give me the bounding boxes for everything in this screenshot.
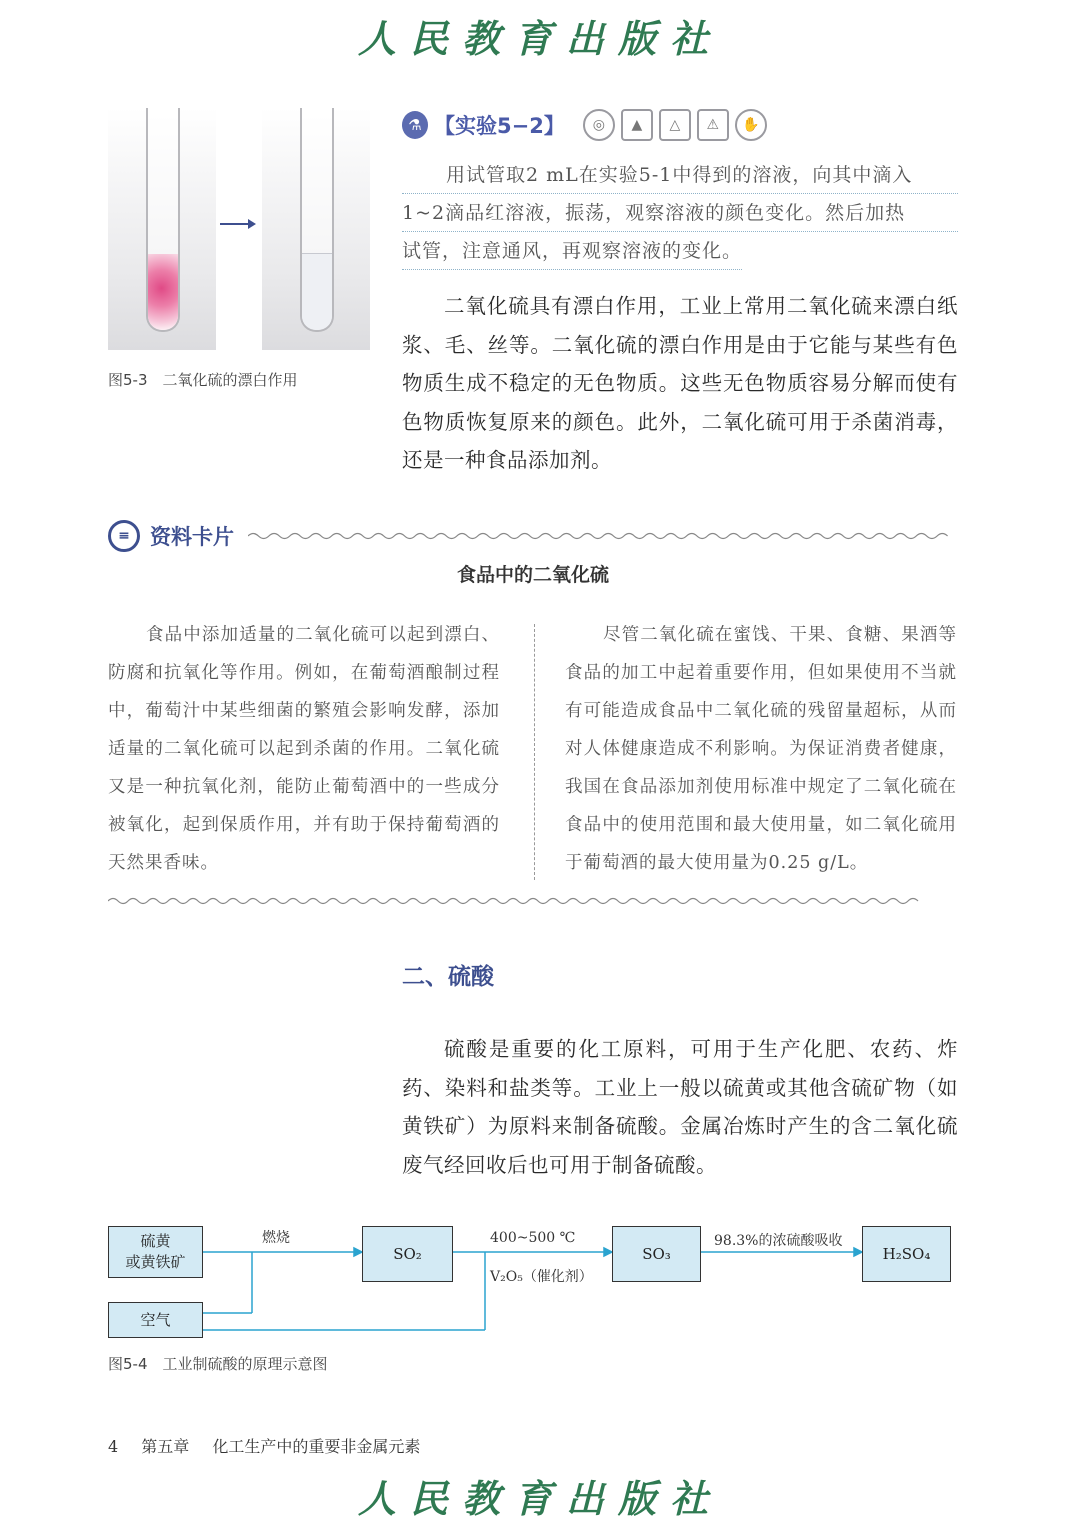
wash-hands-icon: ✋	[735, 109, 767, 141]
arrow-right-icon	[220, 214, 256, 234]
document-icon: ≡	[108, 520, 140, 552]
chapter-title: 化工生产中的重要非金属元素	[212, 1437, 421, 1456]
raw-material-line: 或黄铁矿	[125, 1253, 186, 1271]
heat-warning-icon: ▲	[621, 109, 653, 141]
paragraph-sulfuric-acid: 硫酸是重要的化工原料，可用于生产化肥、农药、炸药、染料和盐类等。工业上一般以硫黄或其他含硫矿物（如黄铁矿）为原料来制备硫酸。金属冶炼时产生的含二氧化硫废气经回收后也可用于制备硫酸。	[402, 1037, 958, 1177]
data-card-right-text: 尽管二氧化硫在蜜饯、干果、食糖、果酒等食品的加工中起着重要作用，但如果使用不当就有可能造成食品中二氧化硫的残留量超标，从而对人体健康造成不利影响。为保证消费者健康，我国在食品添加剂使用标准中规定了二氧化硫在食品中的使用范围和最大使用量，如二氧化硫用于葡萄酒的最大使用量为0.25 g/L。	[565, 625, 957, 873]
experiment-label: 【实验5−2】	[434, 114, 565, 138]
page-footer	[108, 1434, 438, 1457]
wavy-divider	[248, 531, 958, 541]
h2so4-box: H₂SO₄	[862, 1226, 951, 1282]
label-burn: 燃烧	[262, 1230, 290, 1246]
experiment-header	[402, 108, 767, 142]
paragraph-bleach: 二氧化硫具有漂白作用，工业上常用二氧化硫来漂白纸浆、毛、丝等。二氧化硫的漂白作用是由于它能与某些有色物质生成不稳定的无色物质。这些无色物质容易分解而使有色物质恢复原来的颜色。此外，二氧化硫可用于杀菌消毒，还是一种食品添加剂。	[402, 294, 958, 472]
ventilation-icon: ⚠	[697, 109, 729, 141]
wavy-divider-bottom	[108, 896, 958, 906]
experiment-text	[402, 156, 958, 270]
page-number: 4	[108, 1437, 119, 1456]
test-tube-clear-image	[262, 108, 370, 350]
raw-material-line: 硫黄	[140, 1232, 171, 1250]
experiment-line: 1~2滴品红溶液，振荡，观察溶液的颜色变化。然后加热	[402, 194, 958, 232]
publisher-logo-bottom: 人民教育出版社	[357, 1476, 722, 1521]
section-title: 二、硫酸	[402, 964, 494, 990]
raw-material-box	[108, 1226, 203, 1278]
chapter-number: 第五章	[141, 1437, 190, 1456]
column-divider	[534, 624, 535, 880]
data-card-left-text: 食品中添加适量的二氧化硫可以起到漂白、防腐和抗氧化等作用。例如，在葡萄酒酿制过程中，葡萄汁中某些细菌的繁殖会影响发酵，添加适量的二氧化硫可以起到杀菌的作用。二氧化硫又是一种抗氧化剂，能防止葡萄酒中的一些成分被氧化，起到保质作用，并有助于保持葡萄酒的天然果香味。	[108, 625, 500, 873]
hot-surface-icon: △	[659, 109, 691, 141]
data-card-label: 资料卡片	[150, 525, 234, 549]
data-card-header	[108, 518, 958, 554]
label-catalyst: V₂O₅（催化剂）	[490, 1269, 593, 1285]
label-temperature: 400~500 ℃	[490, 1230, 576, 1246]
air-box: 空气	[108, 1302, 203, 1338]
data-card-title: 食品中的二氧化硫	[456, 564, 609, 586]
so3-box: SO₃	[612, 1226, 701, 1282]
experiment-line: 用试管取2 mL在实验5-1中得到的溶液，向其中滴入	[402, 156, 958, 194]
label-absorb: 98.3%的浓硫酸吸收	[714, 1233, 843, 1249]
test-tube-pink-image	[108, 108, 216, 350]
figure-caption-5-4: 图5-4 工业制硫酸的原理示意图	[108, 1355, 328, 1373]
goggles-icon: ◎	[583, 109, 615, 141]
publisher-logo-top: 人民教育出版社	[357, 16, 722, 61]
safety-icons	[583, 109, 767, 141]
flask-icon: ⚗	[402, 111, 428, 139]
figure-caption-5-3: 图5-3 二氧化硫的漂白作用	[108, 371, 298, 389]
so2-box: SO₂	[362, 1226, 453, 1282]
experiment-line: 试管，注意通风，再观察溶液的变化。	[402, 232, 742, 270]
